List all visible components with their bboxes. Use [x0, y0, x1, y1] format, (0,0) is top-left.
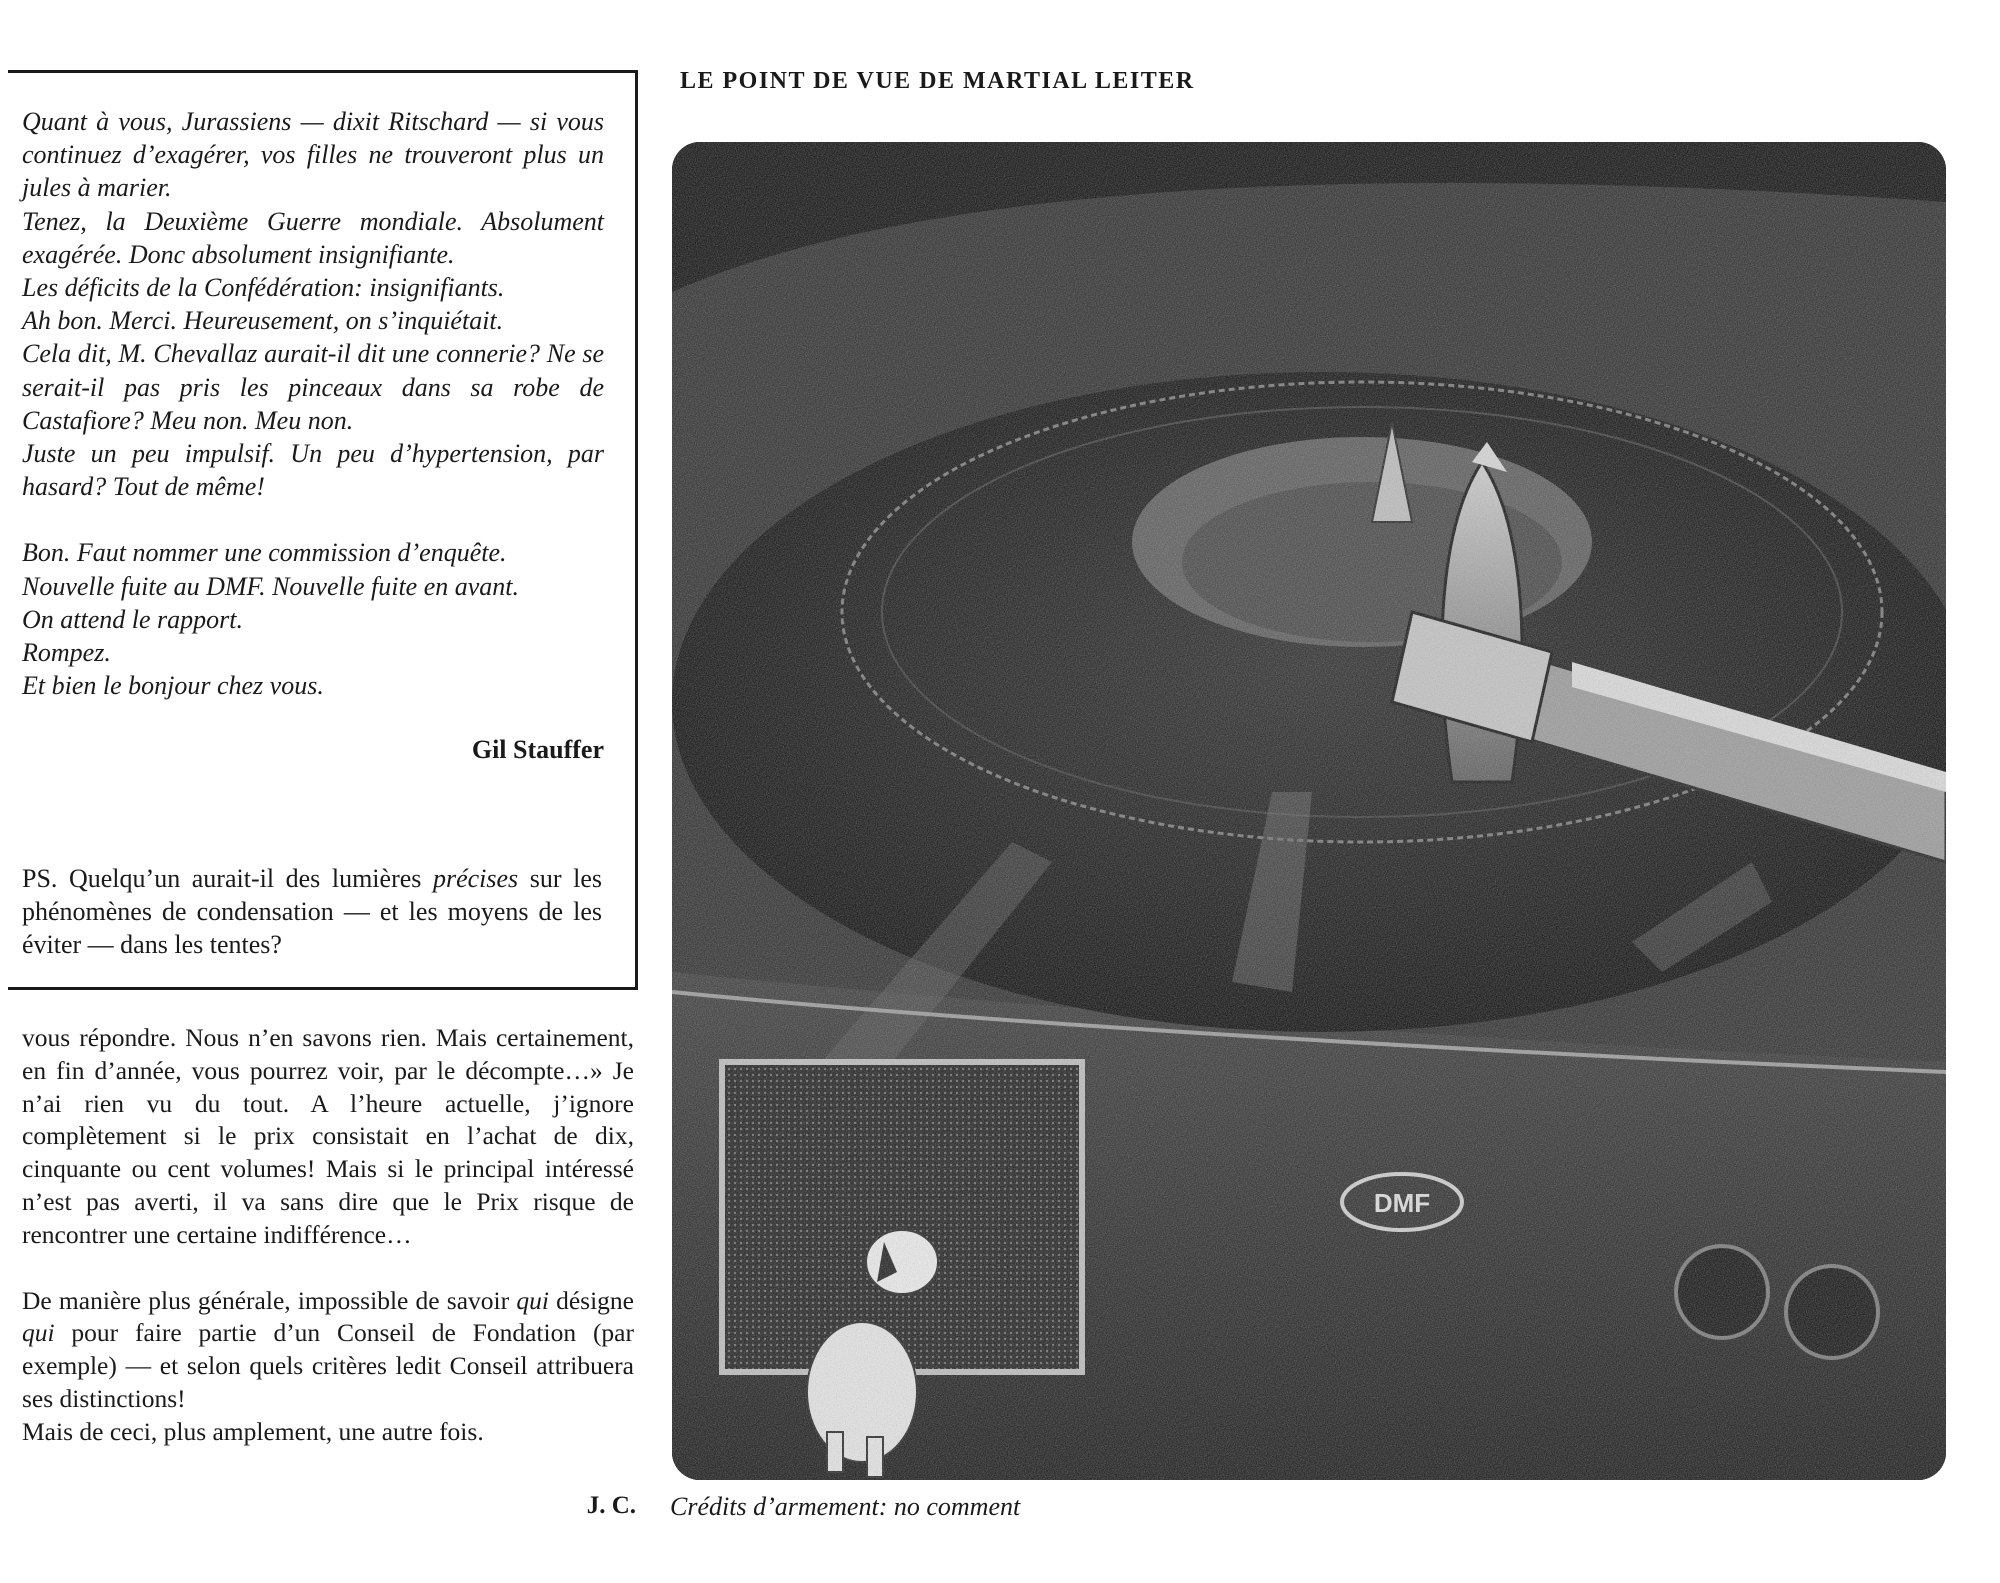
grain-overlay [672, 142, 1946, 1480]
ps-emphasis: précises [432, 864, 519, 893]
ps-text: sur les phénomènes de condensation — et les moyens de les éviter — dans les tentes? [22, 864, 602, 959]
ps-text: PS. Quelqu’un aurait-il des lumières [22, 864, 433, 893]
cartoon-header: LE POINT DE VUE DE MARTIAL LEITER [680, 68, 1195, 94]
cartoon-illustration [672, 142, 1946, 1480]
box-line: Les déficits de la Confédération: insignifiants. [22, 273, 505, 303]
author-signature: Gil Stauffer [471, 735, 604, 764]
box-line: Nouvelle fuite au DMF. Nouvelle fuite en avant. [22, 571, 520, 601]
box-line: Juste un peu impulsif. Un peu d’hypertension, par hasard? Tout de même! [22, 439, 604, 502]
paragraph: vous répondre. Nous n’en savons rien. Mais certainement, en fin d’année, vous pourrez voir, par le décompte…» Je n’ai rien vu du tout. A l’heure actuelle, j’ignore complètement si le prix consistait en l’achat de dix, cinquante ou cent volumes! Mais si le principal intéressé n’est pas averti, il va sans dire que le Prix risque de rencontrer une certaine indifférence… [22, 1023, 634, 1249]
box-line: Quant à vous, Jurassiens — dixit Ritschard — si vous continuez d’exagérer, vos filles ne trouveront plus un jules à marier. [22, 107, 604, 203]
cartoon-caption: Crédits d’armement: no comment [670, 1492, 1021, 1521]
postscript [22, 862, 602, 961]
paragraph: Mais de ceci, plus amplement, une autre fois. [22, 1416, 484, 1446]
box-line: Cela dit, M. Chevallaz aurait-il dit une connerie? Ne se serait-il pas pris les pinceaux dans sa robe de Castafiore? Meu non. Meu non. [22, 339, 604, 435]
box-line: Et bien le bonjour chez vous. [22, 671, 324, 701]
box-line: Tenez, la Deuxième Guerre mondiale. Absolument exagérée. Donc absolument insignifiante. [22, 206, 604, 269]
author-initials: J. C. [586, 1492, 636, 1519]
box-line: Bon. Faut nommer une commission d’enquête. [22, 538, 507, 568]
box-line: Rompez. [22, 638, 111, 668]
box-line: On attend le rapport. [22, 604, 243, 634]
commentary-text [22, 105, 604, 702]
box-line: Ah bon. Merci. Heureusement, on s’inquiétait. [22, 306, 504, 336]
paragraph: De manière plus générale, impossible de savoir qui désigne qui pour faire partie d’un Conseil de Fondation (par exemple) — et selon quels critères ledit Conseil attribuera ses distinctions! [22, 1285, 634, 1413]
article-column [22, 1022, 634, 1449]
